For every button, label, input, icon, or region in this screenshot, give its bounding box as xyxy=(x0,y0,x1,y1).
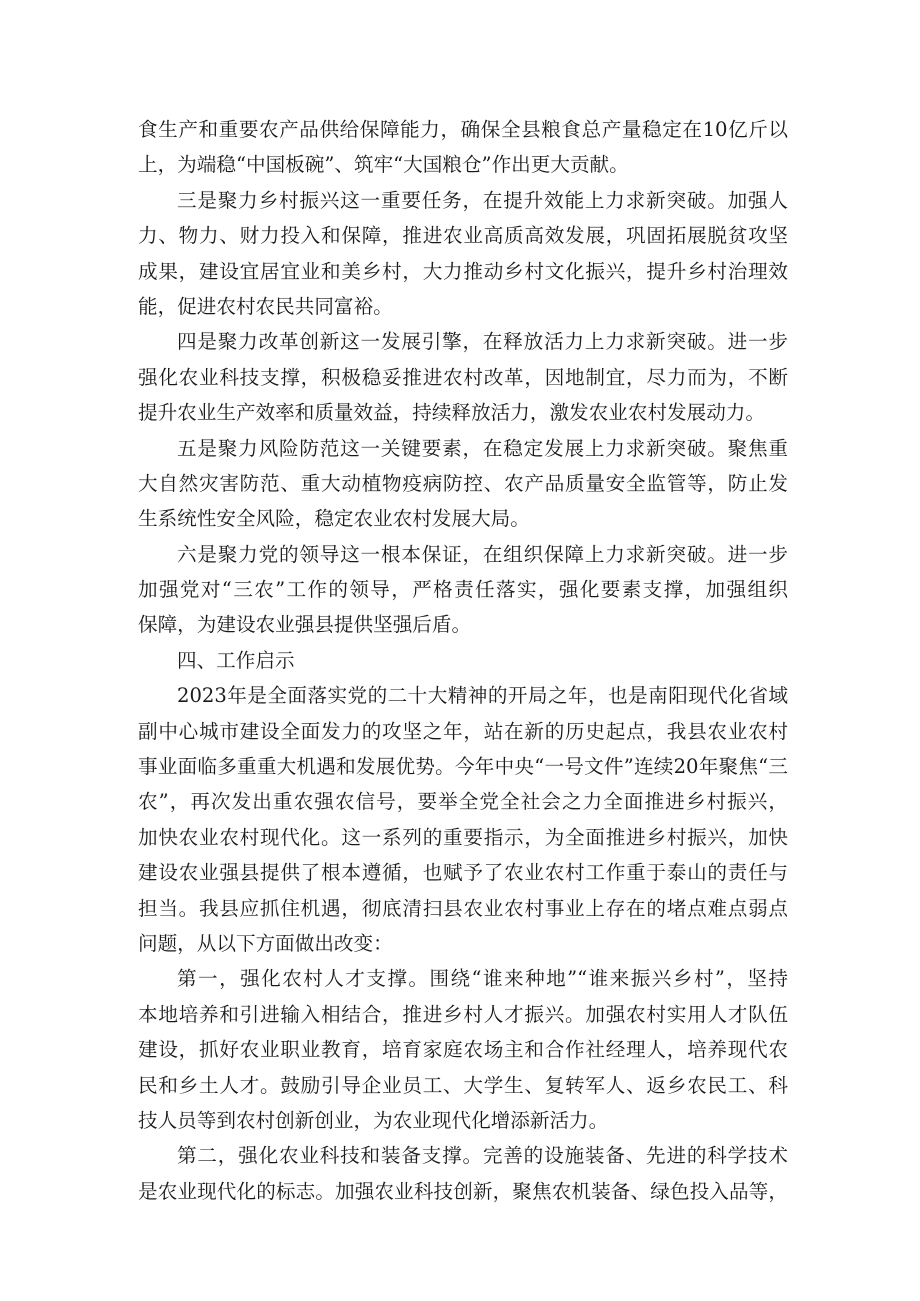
text-line: 上，为端稳“中国板碗”、筑牢“大国粮仓”作出更大贡献。 xyxy=(138,153,629,177)
paragraph-second-measure xyxy=(138,1138,788,1209)
paragraph-first-measure xyxy=(138,961,788,1138)
text-line: 成果，建设宜居宜业和美乡村，大力推动乡村文化振兴，提升乡村治理效 xyxy=(138,259,788,283)
text-line: 建设农业强县提供了根本遵循，也赋予了农业农村工作重于泰山的责任与 xyxy=(138,861,788,885)
text-line: 强化农业科技支撑，积极稳妥推进农村改革，因地制宜，尽力而为，不断 xyxy=(138,365,788,389)
text-line: 技人员等到农村创新创业，为农业现代化增添新活力。 xyxy=(138,1108,609,1132)
text-line: 本地培养和引进输入相结合，推进乡村人才振兴。加强农村实用人才队伍 xyxy=(138,1002,788,1026)
text-line: 担当。我县应抓住机遇，彻底清扫县农业农村事业上存在的堵点难点弱点 xyxy=(138,896,788,920)
text-line: 建设，抓好农业职业教育，培育家庭农场主和合作社经理人，培养现代农 xyxy=(138,1038,788,1062)
paragraph-sixth xyxy=(138,537,788,643)
text-line: 是农业现代化的标志。加强农业科技创新，聚焦农机装备、绿色投入品等， xyxy=(138,1179,788,1203)
text-line: 生系统性安全风险，稳定农业农村发展大局。 xyxy=(138,507,530,531)
paragraph-fifth xyxy=(138,431,788,537)
text-line: 第一，强化农村人才支撑。围绕“谁来种地”“谁来振兴乡村”，坚持 xyxy=(177,967,788,991)
text-line: 农”，再次发出重农强农信号，要举全党全社会之力全面推进乡村振兴， xyxy=(138,790,788,814)
text-line: 五是聚力风险防范这一关键要素，在稳定发展上力求新突破。聚焦重 xyxy=(177,436,788,460)
text-line: 民和乡土人才。鼓励引导企业员工、大学生、复转军人、返乡农民工、科 xyxy=(138,1073,788,1097)
text-line: 食生产和重要农产品供给保障能力，确保全县粮食总产量稳定在10亿斤以 xyxy=(138,118,788,141)
paragraph-2023 xyxy=(138,678,788,961)
document-body xyxy=(138,112,788,1209)
text-line: 六是聚力党的领导这一根本保证，在组织保障上力求新突破。进一步 xyxy=(177,542,788,566)
text-line: 三是聚力乡村振兴这一重要任务，在提升效能上力求新突破。加强人 xyxy=(177,188,788,212)
text-line: 事业面临多重重大机遇和发展优势。今年中央“一号文件”连续20年聚焦“三 xyxy=(138,755,788,779)
text-line: 2023年是全面落实党的二十大精神的开局之年，也是南阳现代化省域 xyxy=(177,684,788,708)
paragraph-third xyxy=(138,183,788,325)
text-line: 第二，强化农业科技和装备支撑。完善的设施装备、先进的科学技术 xyxy=(177,1144,788,1168)
text-line: 保障，为建设农业强县提供坚强后盾。 xyxy=(138,613,472,637)
paragraph-fourth xyxy=(138,324,788,430)
text-line: 大自然灾害防范、重大动植物疫病防控、农产品质量安全监管等，防止发 xyxy=(138,471,788,495)
text-line: 四是聚力改革创新这一发展引擎，在释放活力上力求新突破。进一步 xyxy=(177,330,788,354)
text-line: 问题，从以下方面做出改变： xyxy=(138,931,393,955)
text-line: 加快农业农村现代化。这一系列的重要指示，为全面推进乡村振兴，加快 xyxy=(138,825,788,849)
text-line: 力、物力、财力投入和保障，推进农业高质高效发展，巩固拓展脱贫攻坚 xyxy=(138,224,788,248)
text-line: 提升农业生产效率和质量效益，持续释放活力，激发农业农村发展动力。 xyxy=(138,401,765,425)
text-line: 加强党对“三农”工作的领导，严格责任落实，强化要素支撑，加强组织 xyxy=(138,578,788,602)
section-heading: 四、工作启示 xyxy=(177,648,295,672)
paragraph-continued xyxy=(138,112,788,183)
text-line: 能，促进农村农民共同富裕。 xyxy=(138,294,393,318)
text-line: 副中心城市建设全面发力的攻坚之年，站在新的历史起点，我县农业农村 xyxy=(138,719,788,743)
